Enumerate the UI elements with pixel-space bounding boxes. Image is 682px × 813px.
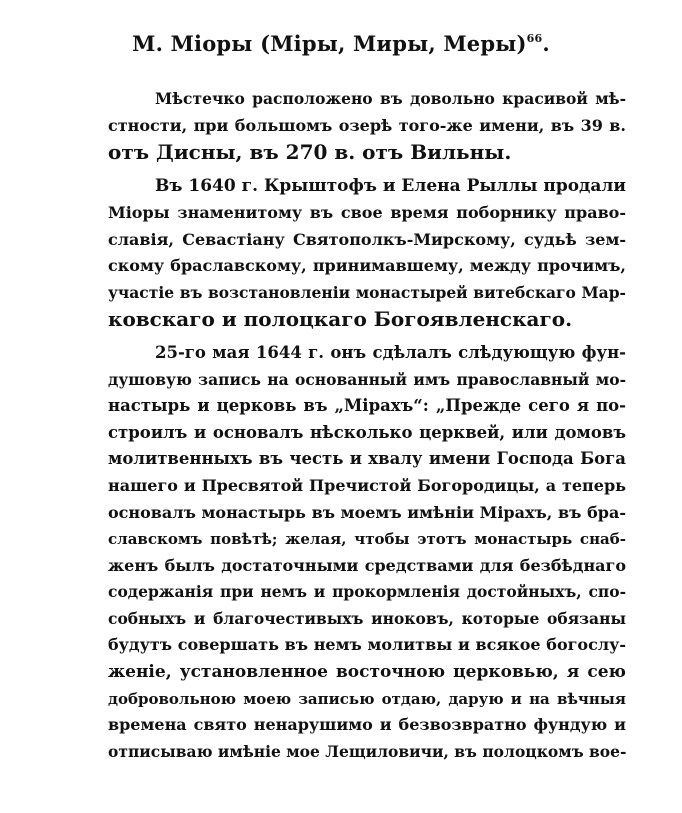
text-line: славія, Севастіану Святополкъ-Мирскому, судьѣ зем- — [108, 230, 626, 249]
text-line: участіе въ возстановленіи монастырей витебскаго Мар- — [108, 283, 626, 302]
text-line: отъ Дисны, въ 270 в. отъ Вильны. — [108, 140, 512, 164]
text-line: Міоры знаменитому въ свое время поборнику право- — [108, 203, 626, 222]
heading-text: М. Міоры (Міры, Миры, Меры) — [132, 31, 527, 56]
text-line: Въ 1640 г. Крыштофъ и Елена Рыллы продали — [155, 176, 626, 196]
text-line: 25-го мая 1644 г. онъ сдѣлалъ слѣдующую фун- — [155, 343, 626, 362]
section-heading — [0, 32, 682, 56]
text-line: нашего и Пресвятой Пречистой Богородицы, а теперь — [108, 476, 626, 495]
text-line: отписываю имѣніе мое Лещиловичи, въ полоцкомъ вое- — [108, 742, 627, 761]
text-line: строилъ и основалъ нѣсколько церквей, или домовъ — [108, 423, 626, 442]
text-line: будутъ совершать въ немъ молитвы и всякое богослу- — [108, 635, 626, 654]
text-line: времена свято ненарушимо и безвозвратно фундую и — [108, 715, 626, 734]
text-line: собныхъ и благочестивыхъ иноковъ, которые обязаны — [108, 609, 626, 628]
text-line: женъ былъ достаточными средствами для безбѣднаго — [108, 556, 626, 575]
text-line: душовую запись на основанный имъ православный мо- — [108, 370, 626, 389]
text-line: Мѣстечко расположено въ довольно красивой мѣ- — [155, 89, 626, 108]
footnote-marker: 66 — [526, 32, 543, 45]
text-line: стности, при большомъ озерѣ того-же имени, въ 39 в. — [108, 116, 626, 135]
text-line: настырь и церковь въ „Мірахъ“: „Прежде сего я по- — [108, 396, 626, 415]
text-line: содержанія при немъ и прокормленія достойныхъ, спо- — [108, 582, 626, 601]
text-line: славскомъ повѣтѣ; желая, чтобы этотъ монастырь снаб- — [108, 530, 626, 548]
heading-period: . — [542, 31, 550, 56]
text-line: ковскаго и полоцкаго Богоявленскаго. — [108, 307, 573, 331]
text-line: молитвенныхъ въ честь и хвалу имени Господа Бога — [108, 449, 626, 468]
text-line: скому браславскому, принимавшему, между прочимъ, — [108, 256, 626, 275]
text-line: основалъ монастырь въ моемъ имѣніи Мірахъ, въ бра- — [108, 503, 626, 522]
text-line: женіе, установленное восточною церковью, я сею — [108, 662, 626, 682]
text-line: добровольною моею записью отдаю, дарую и на вѣчныя — [108, 690, 626, 708]
